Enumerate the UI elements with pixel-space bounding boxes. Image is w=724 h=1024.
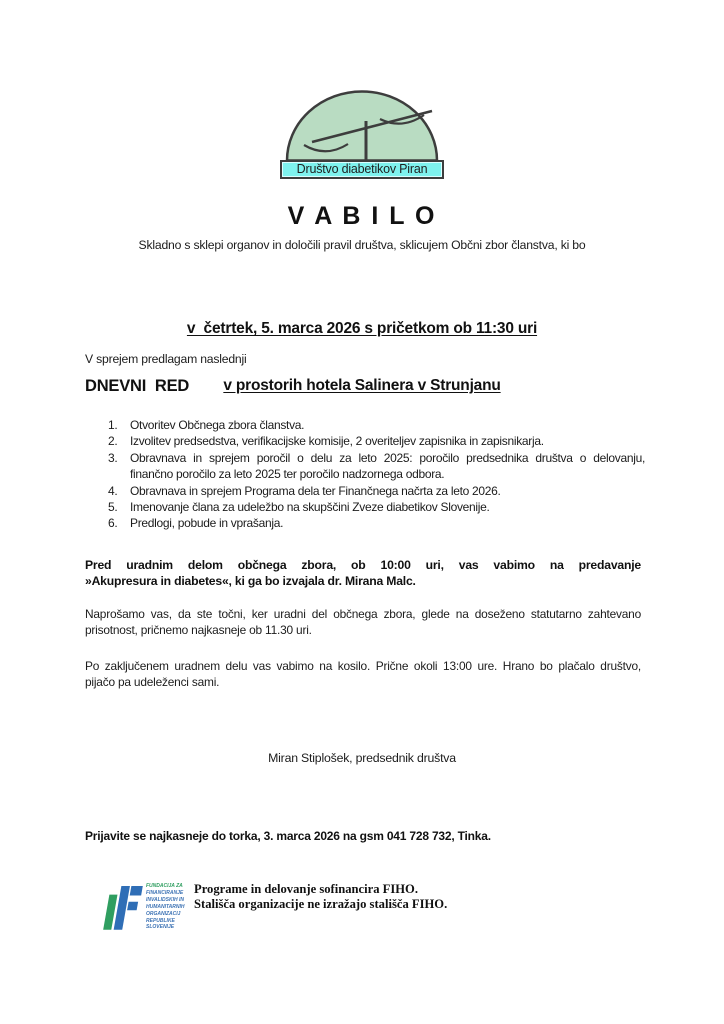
lunch-paragraph bbox=[85, 658, 641, 691]
fiho-statement bbox=[194, 882, 447, 911]
association-logo bbox=[280, 88, 444, 179]
fiho-caption-line: REPUBLIKE bbox=[146, 917, 175, 924]
item-number: 2. bbox=[108, 434, 118, 449]
fiho-logo-caption bbox=[146, 883, 185, 931]
fiho-footer bbox=[103, 881, 447, 931]
item-text-line2: finančno poročilo za leto 2025 ter poročilo nadzornega odbora. bbox=[130, 467, 445, 482]
agenda-item-2 bbox=[85, 433, 645, 449]
punctuality-paragraph bbox=[85, 606, 641, 639]
agenda-heading: DNEVNI RED bbox=[85, 377, 190, 395]
fiho-caption-line: FUNDACIJA ZA bbox=[146, 883, 183, 889]
propose-line: V sprejem predlagam naslednji bbox=[85, 352, 247, 366]
punctuality-line1: Naprošamo vas, da ste točni, ker uradni del občnega zbora, glede na doseženo statutarno zahtevano bbox=[85, 607, 641, 621]
lecture-paragraph bbox=[85, 557, 641, 590]
intro-line: Skladno s sklepi organov in določili pravil društva, sklicujem Občni zbor članstva, ki bo bbox=[138, 238, 586, 252]
lecture-line1: Pred uradnim delom občnega zbora, ob 10:00 uri, vas vabimo na predavanje bbox=[85, 558, 641, 572]
lecture-line2: »Akupresura in diabetes«, ki ga bo izvajala dr. Mirana Malc. bbox=[85, 574, 416, 589]
signature-line: Miran Stiplošek, predsednik društva bbox=[268, 751, 456, 765]
agenda-list bbox=[85, 417, 645, 532]
fiho-caption-line: HUMANITARNIH bbox=[146, 903, 185, 910]
fiho-statement-line2: Stališča organizacije ne izražajo stališča FIHO. bbox=[194, 896, 448, 911]
item-text: Otvoritev Občnega zbora članstva. bbox=[130, 418, 305, 432]
event-datetime: v četrtek, 5. marca 2026 s pričetkom ob 11:30 uri bbox=[186, 320, 538, 337]
scales-crest-icon bbox=[284, 88, 440, 162]
fiho-caption-line: FINANCIRANJE bbox=[146, 889, 184, 896]
item-number: 6. bbox=[108, 516, 118, 531]
agenda-item-6 bbox=[85, 515, 645, 531]
fiho-statement-line1: Programe in delovanje sofinancira FIHO. bbox=[194, 882, 418, 896]
item-text: Predlogi, pobude in vprašanja. bbox=[130, 516, 284, 531]
agenda-item-4 bbox=[85, 483, 645, 499]
punctuality-line2: prisotnost, pričnemo najkasneje ob 11.30 uri. bbox=[85, 623, 312, 638]
invitation-title: V A B I L O bbox=[287, 202, 437, 230]
agenda-item-3 bbox=[85, 450, 645, 483]
item-number: 1. bbox=[108, 418, 118, 432]
fiho-caption-line: SLOVENIJE bbox=[146, 924, 175, 931]
item-text-line1: Obravnava in sprejem poročil o delu za leto 2025: poročilo predsednika društva o delovanju, bbox=[130, 450, 645, 465]
agenda-item-1 bbox=[85, 417, 645, 433]
item-text: Obravnava in sprejem Programa dela ter Finančnega načrta za leto 2026. bbox=[130, 483, 501, 498]
lunch-line2: pijačo pa udeleženci sami. bbox=[85, 675, 220, 690]
fiho-caption-line: INVALIDSKIH IN bbox=[146, 896, 184, 903]
fiho-logo-icon bbox=[103, 881, 143, 931]
item-text bbox=[130, 450, 645, 483]
lunch-line1: Po zaključenem uradnem delu vas vabimo na kosilo. Prične okoli 13:00 ure. Hrano bo plačalo društvo, bbox=[85, 659, 641, 673]
item-number: 4. bbox=[108, 483, 118, 498]
agenda-item-5 bbox=[85, 499, 645, 515]
item-number: 3. bbox=[108, 450, 118, 465]
registration-note: Prijavite se najkasneje do torka, 3. marca 2026 na gsm 041 728 732, Tinka. bbox=[85, 829, 491, 843]
item-text: Imenovanje člana za udeležbo na skupščini Zveze diabetikov Slovenije. bbox=[130, 500, 490, 515]
fiho-caption-line: ORGANIZACIJ bbox=[146, 910, 181, 917]
event-location: v prostorih hotela Salinera v Strunjanu bbox=[223, 377, 501, 394]
logo-banner: Društvo diabetikov Piran bbox=[280, 160, 444, 179]
item-text: Izvolitev predsedstva, verifikacijske komisije, 2 overiteljev zapisnika in zapisnikarja. bbox=[130, 434, 544, 449]
item-number: 5. bbox=[108, 500, 118, 515]
